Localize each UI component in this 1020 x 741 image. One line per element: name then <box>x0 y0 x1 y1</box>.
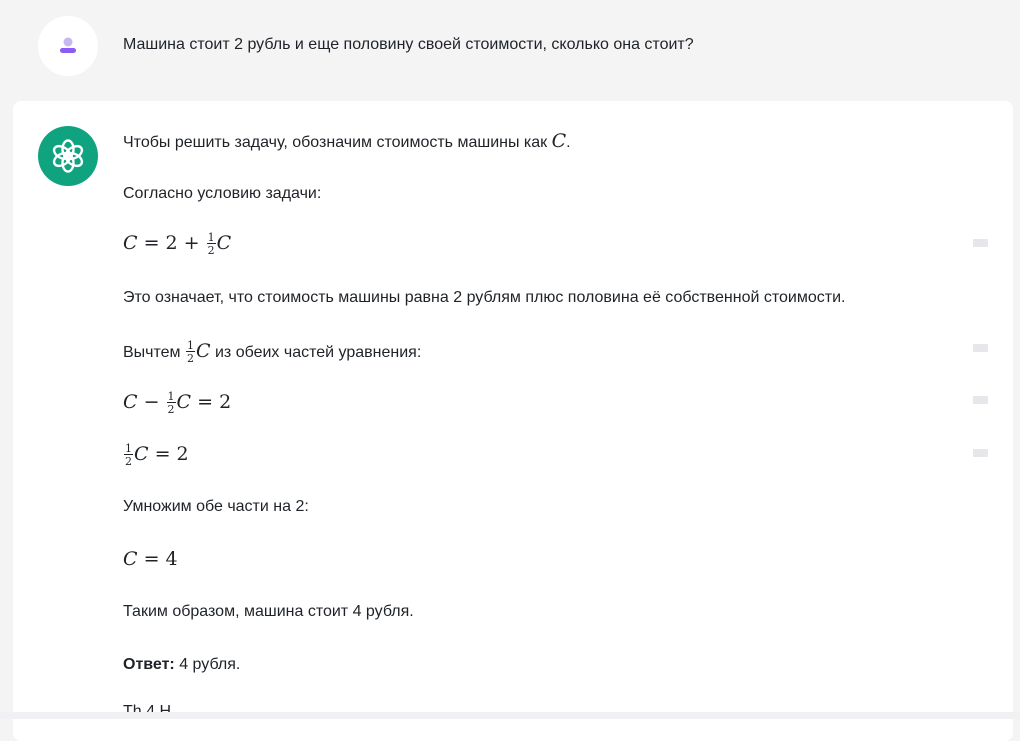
user-avatar <box>38 16 98 76</box>
equation-4 <box>123 548 178 570</box>
answer-label: Ответ: <box>123 656 175 673</box>
subtract-frac-num: 1 <box>187 339 194 352</box>
copy-line-4-button[interactable] <box>973 344 988 352</box>
equation-1 <box>123 232 231 256</box>
subtract-frac-den: 2 <box>187 352 194 365</box>
eq2-frac-num: 1 <box>167 390 175 403</box>
copy-equation-3-button[interactable] <box>973 449 988 457</box>
eq1-lhs: C <box>123 232 138 255</box>
user-icon <box>57 35 79 57</box>
eq2-op: − <box>137 391 166 414</box>
assistant-avatar <box>38 126 98 186</box>
equation-2 <box>123 391 231 415</box>
eq3-frac-den: 2 <box>125 455 132 468</box>
multiply-line: Умножим обе части на 2: <box>123 498 309 515</box>
eq3-var: C <box>134 443 149 466</box>
intro-variable: C <box>551 130 567 152</box>
answer-intro-line <box>123 130 571 152</box>
bottom-edge <box>0 712 1020 719</box>
eq2-frac-den: 2 <box>167 403 175 416</box>
eq3-fraction <box>124 443 133 467</box>
subtract-var: C <box>196 340 211 363</box>
eq1-frac-num: 1 <box>207 231 215 244</box>
eq4-rhs: = 4 <box>137 548 178 570</box>
eq1-rhs: C <box>216 232 232 255</box>
eq2-rhs: = 2 <box>191 391 232 414</box>
conclusion-line: Таким образом, машина стоит 4 рубля. <box>123 603 414 620</box>
subtract-pre: Вычтем <box>123 344 185 362</box>
eq1-op: = 2 + <box>137 232 206 255</box>
eq2-fraction <box>167 391 176 415</box>
explanation-line: Это означает, что стоимость машины равна 2 рублям плюс половина её собственной стоимости. <box>123 289 846 306</box>
answer-line <box>123 656 240 674</box>
eq4-var: C <box>123 548 138 570</box>
eq3-frac-num: 1 <box>125 442 132 455</box>
copy-equation-2-button[interactable] <box>973 396 988 404</box>
openai-logo-icon <box>50 138 86 174</box>
subtract-line <box>123 340 421 364</box>
eq3-rhs: = 2 <box>148 443 189 466</box>
user-message-row <box>0 0 1020 95</box>
answer-value: 4 рубля. <box>174 656 241 673</box>
subtract-post: из обеих частей уравнения: <box>210 344 422 362</box>
intro-end: . <box>566 134 571 151</box>
eq1-fraction <box>207 232 216 256</box>
intro-text: Чтобы решить задачу, обозначим стоимость машины как <box>123 134 552 151</box>
subtract-fraction <box>186 340 195 364</box>
condition-line: Согласно условию задачи: <box>123 185 322 202</box>
eq1-frac-den: 2 <box>207 244 215 257</box>
eq2-lhs: C <box>123 391 138 414</box>
eq2-var: C <box>176 391 192 414</box>
copy-equation-1-button[interactable] <box>973 239 988 247</box>
equation-3 <box>123 443 189 467</box>
user-question-text: Машина стоит 2 рубль и еще половину своей стоимости, сколько она стоит? <box>123 36 694 53</box>
